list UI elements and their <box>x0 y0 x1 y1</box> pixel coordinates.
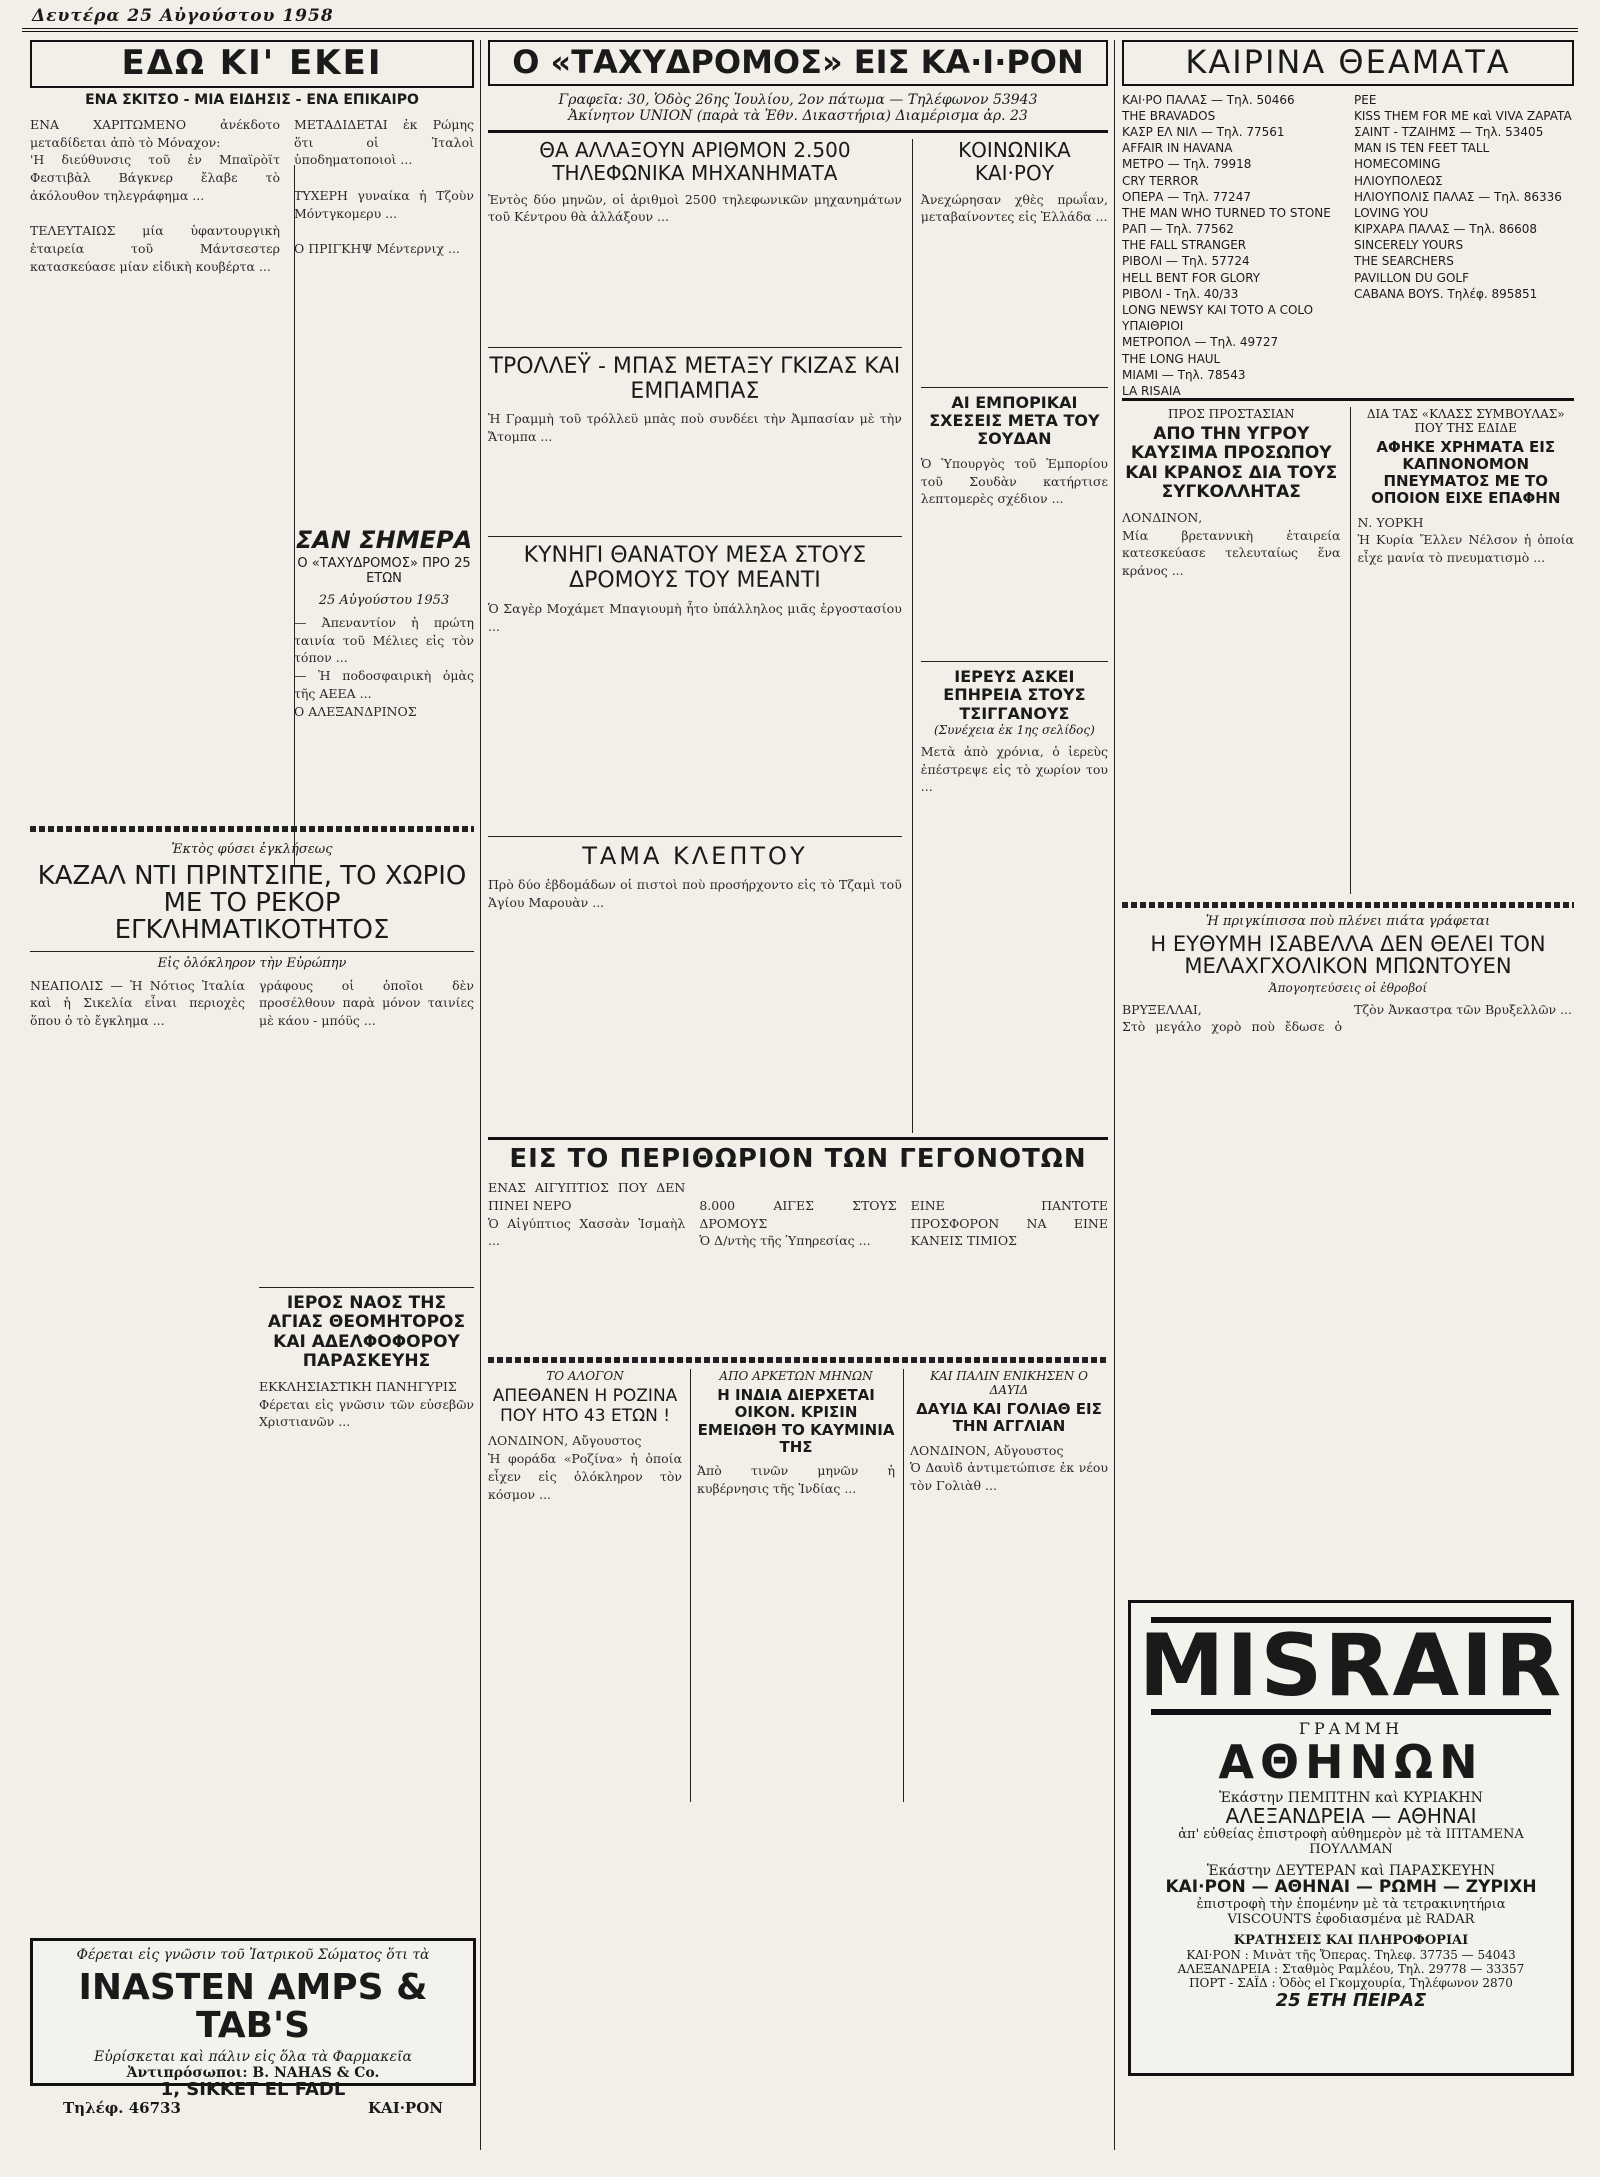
divider <box>488 1357 1108 1363</box>
protection-category: ΠΡΟΣ ΠΡΟΣΤΑΣΙΑΝ <box>1167 406 1295 421</box>
section-title: ΕΔΩ ΚΙ' ΕΚΕΙ <box>121 43 383 83</box>
india-headline: Η ΙΝΔΙΑ ΔΙΕΡΧΕΤΑΙ ΟΙΚΟΝ. ΚΡΙΣΙΝ ΕΜΕΙΩΘΗ ΤΟ ΚΑΥΜΙΝΙΑ ΤΗΣ <box>697 1386 895 1456</box>
india-body: Ἀπὸ τινῶν μηνῶν ἡ κυβέρνησις τῆς Ἰνδίας ... <box>697 1463 899 1496</box>
right-column <box>1122 40 1574 1170</box>
bella-category: Ἡ πριγκίπισσα ποὺ πλένει πιάτα γράφεται <box>1205 913 1491 929</box>
protection-body: ΛΟΝΔΙΝΟΝ, Μία βρεταννικὴ ἑταιρεία κατεσκεύασε τελευταίως ἕνα κράνος ... <box>1122 509 1341 579</box>
office-address-2: Ἀκίνητον UNION (παρὰ τὰ Ἐθν. Δικαστήρια) Διαμέρισμα ἀρ. 23 <box>568 107 1028 124</box>
rozina-body: ΛΟΝΔΙΝΟΝ, Αὔγουστος Ἡ φοράδα «Ροζίνα» ἡ ὁποία εἶχεν εἰς ὁλόκληρον τὸν κόσμον ... <box>488 1433 683 1502</box>
phones-headline: ΘΑ ΑΛΛΑΞΟΥΝ ΑΡΙΘΜΟΝ 2.500 ΤΗΛΕΦΩΝΙΚΑ ΜΗΧΑΝΗΜΑΤΑ <box>539 137 851 185</box>
bella-body: ΒΡΥΞΕΛΛΑΙ, Στὸ μεγάλο χορὸ ποὺ ἔδωσε ὁ Τζὸν Ἀνκαστρα τῶν Βρυξελλῶν ... <box>1122 1001 1573 1035</box>
section-subtitle: ΕΝΑ ΣΚΙΤΣΟ - ΜΙΑ ΕΙΔΗΣΙΣ - ΕΝΑ ΕΠΙΚΑΙΡΟ <box>85 91 419 108</box>
trade-headline: ΑΙ ΕΜΠΟΡΙΚΑΙ ΣΧΕΣΕΙΣ ΜΕΤΑ ΤΟΥ ΣΟΥΔΑΝ <box>929 392 1100 449</box>
ad-address: 1, SIKKET EL FADL <box>160 2078 346 2100</box>
misrair-advertisement <box>1128 1600 1574 2076</box>
office-cairo: ΚΑΙ·ΡΟΝ : Μινὰτ τῆς Ὄπερας. Τηλεφ. 37735 — 54043 <box>1186 1948 1516 1963</box>
office-alexandria: ΑΛΕΞΑΝΔΡΕΙΑ : Σταθμὸς Ραμλέου, Τηλ. 29778 — 33357 <box>1177 1962 1525 1977</box>
column-rule <box>1114 40 1115 2150</box>
events-headline: ΕΙΣ ΤΟ ΠΕΡΙΘΩΡΙΟΝ ΤΩΝ ΓΕΓΟΝΟΤΩΝ <box>509 1143 1087 1174</box>
ad-city: ΚΑΙ·ΡΟΝ <box>368 2099 443 2118</box>
article-body: ΜΕΤΑΔΙΔΕΤΑΙ ἐκ Ρώμης ὅτι οἱ Ἰταλοὶ ὑποδηματοποιοὶ ... ΤΥΧΕΡΗ γυναίκα ἡ Τζοὺν Μόντγκομερυ ... Ο ΠΡΙΓΚΗΨ Μέντερνιχ ... <box>294 116 474 257</box>
airline-city: ΑΘΗΝΩΝ <box>1218 1735 1484 1789</box>
inasten-advertisement <box>30 1938 476 2118</box>
route-2-note: ἐπιστροφὴ τὴν ἑπομένην μὲ τὰ τετρακινητήρια VISCOUNTS ἐφοδιασμένα μὲ RADAR <box>1196 1897 1506 1928</box>
phones-body: Ἐντὸς δύο μηνῶν, οἱ ἀριθμοὶ 2500 τηλεφωνικῶν μηχανημάτων τοῦ Κέντρου θὰ ἀλλάξουν ... <box>488 191 906 225</box>
hunt-headline: ΚΥΝΗΓΙ ΘΑΝΑΤΟΥ ΜΕΣΑ ΣΤΟΥΣ ΔΡΟΜΟΥΣ ΤΟΥ ΜΕΑΝΤΙ <box>523 543 867 594</box>
article-tag: Ἐκτὸς φύσει ἐγκλήσεως <box>171 841 333 857</box>
kazal-headline: ΚΑΖΑΛ ΝΤΙ ΠΡΙΝΤΣΙΠΕ, ΤΟ ΧΩΡΙΟ ΜΕ ΤΟ ΡΕΚΟΡ ΕΓΚΛΗΜΑΤΙΚΟΤΗΤΟΣ <box>37 860 467 946</box>
office-port-said: ΠΟΡΤ - ΣΑΪΔ : Ὁδὸς el Γκομχουρία, Τηλέφωνον 2870 <box>1189 1976 1513 1991</box>
david-category: ΚΑΙ ΠΑΛΙΝ ΕΝΙΚΗΣΕΝ Ο ΔΑΥΙΔ <box>930 1369 1088 1398</box>
airline-line: ΓΡΑΜΜΗ <box>1298 1719 1404 1738</box>
today-title: ΣΑΝ ΣΗΜΕΡΑ <box>295 525 473 554</box>
masthead-bar <box>22 6 1578 32</box>
dream-category: ΔΙΑ ΤΑΣ «ΚΛΑΣΣ ΣΥΜΒΟΥΛΑΣ» ΠΟΥ ΤΗΣ ΕΔΙΔΕ <box>1366 406 1565 435</box>
trolley-headline: ΤΡΟΛΛΕΫ - ΜΠΑΣ ΜΕΤΑΞΥ ΓΚΙΖΑΣ ΚΑΙ ΕΜΠΑΜΠΑΣ <box>489 353 901 404</box>
bella-subhead: Ἀπογοητεύσεις οἱ ἐθροβοί <box>1268 980 1428 995</box>
cinema-header <box>1122 40 1574 86</box>
today-subtitle: Ο «ΤΑΧΥΔΡΟΜΟΣ» ΠΡΟ 25 ΕΤΩΝ <box>297 555 471 586</box>
kazal-body-cont: γράφους οἱ ὁποῖοι δὲν προσέλθουν παρὰ μόνον ταινίες μὲ κάου - μπόϋς ... <box>259 977 478 1029</box>
schedule-2: Ἑκάστην ΔΕΥΤΕΡΑΝ καὶ ΠΑΡΑΣΚΕΥΗΝ <box>1206 1863 1496 1880</box>
tama-body: Πρὸ δύο ἑβδομάδων οἱ πιστοὶ ποὺ προσήρχοντο εἰς τὸ Τζαμὶ τοῦ Ἁγίου Μαρουὰν ... <box>488 877 906 911</box>
david-body: ΛΟΝΔΙΝΟΝ, Αὔγουστος Ὁ Δαυὶδ ἀντιμετώπισε ἐκ νέου τὸν Γολιὰθ ... <box>910 1442 1108 1494</box>
social-headline: ΚΟΙΝΩΝΙΚΑ ΚΑΙ·ΡΟΥ <box>958 137 1071 185</box>
today-text: — Ἀπεναντίον ἡ πρώτη ταινία τοῦ Μέλιες εἰς τὸν τόπον ... — Ἡ ποδοσφαιρικὴ ὁμὰς τῆς ΑΕΕΑ ... Ο ΑΛΕΞΑΝΔΡΙΝΟΣ <box>294 614 474 719</box>
ad-phone: Τηλέφ. 46733 <box>63 2099 181 2118</box>
david-headline: ΔΑΥΙΔ ΚΑΙ ΓΟΛΙΑΘ ΕΙΣ ΤΗΝ ΑΓΓΛΙΑΝ <box>916 1400 1102 1436</box>
left-column <box>30 40 478 2160</box>
edo-ki-ekei-header <box>30 40 474 88</box>
trolley-body: Ἡ Γραμμὴ τοῦ τρόλλεϋ μπὰς ποὺ συνδέει τὴν Ἀμπασίαν μὲ τὴν Ἄτομπα ... <box>488 411 906 444</box>
priest-body: Μετὰ ἀπὸ χρόνια, ὁ ἱερεὺς ἐπέστρεψε εἰς τὸ χωρίον του ... <box>920 743 1112 795</box>
india-category: ΑΠΟ ΑΡΚΕΤΩΝ ΜΗΝΩΝ <box>719 1369 873 1384</box>
kazal-subhead: Εἰς ὁλόκληρον τὴν Εὐρώπην <box>30 951 474 971</box>
dream-body: Ν. ΥΟΡΚΗ Ἡ Κυρία Ἔλλεν Νέλσον ἡ ὁποία εἶχε μανία τὸ πνευματισμὸ ... <box>1357 514 1574 566</box>
priest-continued: (Συνέχεια ἐκ 1ης σελίδος) <box>933 722 1095 737</box>
tama-headline: ΤΑΜΑ ΚΛΕΠΤΟΥ <box>582 841 808 870</box>
office-header <box>488 40 1108 86</box>
church-headline: ΙΕΡΟΣ ΝΑΟΣ ΤΗΣ ΑΓΙΑΣ ΘΕΟΜΗΤΟΡΟΣ ΚΑΙ ΑΔΕΛΦΟΦΟΡΟΥ ΠΑΡΑΣΚΕΥΗΣ <box>259 1287 474 1372</box>
ad-product-name: INASTEN AMPS & TAB'S <box>78 1967 428 2046</box>
issue-date: Δευτέρα 25 Αὐγούστου 1958 <box>32 6 334 26</box>
office-address: Γραφεῖα: 30, Ὁδὸς 26ης Ἰουλίου, 2ον πάτωμα — Τηλέφωνον 53943 <box>558 91 1038 108</box>
rozina-category: ΤΟ ΑΛΟΓΟΝ <box>546 1369 624 1384</box>
cinema-title: ΚΑΙΡΙΝΑ ΘΕΑΜΑΤΑ <box>1185 43 1511 81</box>
events-body: ΕΝΑΣ ΑΙΓΥΠΤΙΟΣ ΠΟΥ ΔΕΝ ΠΙΝΕΙ ΝΕΡΟ Ὁ Αἰγύπτιος Χασσὰν Ἰσμαὴλ ... 8.000 ΑΙΓΕΣ ΣΤΟΥΣ ΔΡΟΜΟΥΣ Ὁ Δ/ντὴς τῆς Ὑπηρεσίας ... ΕΙΝΕ ΠΑΝΤΟΤΕ ΠΡΟΣΦΟΡΟΝ ΝΑ ΕΙΝΕ ΚΑΝΕΙΣ ΤΙΜΙΟΣ <box>488 1180 1108 1249</box>
hunt-body: Ὁ Σαγὲρ Μοχάμετ Μπαγιουμὴ ἦτο ὑπάλληλος μιᾶς ἐργοστασίου ... <box>488 600 906 634</box>
bella-headline: Η ΕΥΘΥΜΗ ΙΣΑΒΕΛΛΑ ΔΕΝ ΘΕΛΕΙ ΤΟΝ ΜΕΛΑΧΓΧΟΛΙΚΟΝ ΜΠΩΝΤΟΥΕΝ <box>1150 931 1546 978</box>
dream-headline: ΑΦΗΚΕ ΧΡΗΜΑΤΑ ΕΙΣ ΚΑΠΝΟΝΟΜΟΝ ΠΝΕΥΜΑΤΟΣ ΜΕ ΤΟ ΟΠΟΙΟΝ ΕΙΧΕ ΕΠΑΦΗΝ <box>1371 437 1561 508</box>
ad-intro: Φέρεται εἰς γνῶσιν τοῦ Ἰατρικοῦ Σώματος ὅτι τὰ <box>76 1947 430 1963</box>
today-date: 25 Αὐγούστου 1953 <box>318 592 450 608</box>
ad-availability: Εὑρίσκεται καὶ πάλιν εἰς ὅλα τὰ Φαρμακεῖα <box>94 2048 412 2065</box>
route-1-note: ἀπ' εὐθείας ἐπιστροφὴ αὐθημερὸν μὲ τὰ ΙΠΤΑΜΕΝΑ ΠΟΥΛΛΜΑΝ <box>1178 1827 1524 1858</box>
route-1: ΑΛΕΞΑΝΔΡΕΙΑ — ΑΘΗΝΑΙ <box>1225 1804 1477 1829</box>
cinema-listings: PEE KISS THEM FOR ME καὶ VIVA ZAPATA ΣΑΙΝΤ - ΤΖΑΙΗΜΣ — Τηλ. 53405 MAN IS TEN FEET TALL HOMECOMING ΗΛΙΟΥΠΟΛΕΩΣ ΗΛΙΟΥΠΟΛΙΣ ΠΑΛΑΣ — Τηλ. 86336 LOVING YOU ΚΙΡΧΑΡΑ ΠΑΛΑΣ — Τηλ. 86608 SINCERELY YOURS THE SEARCHERS PAVILLON DU GOLF CABANA BOYS. Τηλέφ. 895851 <box>1354 92 1572 301</box>
article-body: ΕΝΑ ΧΑΡΙΤΩΜΕΝΟ ἀνέκδοτο μεταδίδεται ἀπὸ τὸ Μόναχον: 'Η διεύθυνσις τοῦ ἐν Μπαϊρὸϊτ Φεστιβὰλ Βάγκνερ ἔλαβε τὸ ἀκόλουθον τηλεγράφημα ... ΤΕΛΕΥΤΑΙΩΣ μία ὑφαντουργικὴ ἑταιρεία τοῦ Μάντσεστερ κατασκεύασε μίαν εἰδικὴ κουβέρτα ... <box>30 116 280 274</box>
social-body: Ἀνεχώρησαν χθὲς πρωΐαν, μεταβαίνοντες εἰς Ἑλλάδα ... <box>920 191 1112 225</box>
protection-headline: ΑΠΟ ΤΗΝ ΥΓΡΟΥ ΚΑΥΣΙΜΑ ΠΡΟΣΩΠΟΥ ΚΑΙ ΚΡΑΝΟΣ ΔΙΑ ΤΟΥΣ ΣΥΓΚΟΛΛΗΤΑΣ <box>1125 423 1338 503</box>
reservations-title: ΚΡΑΤΗΣΕΙΣ ΚΑΙ ΠΛΗΡΟΦΟΡΙΑΙ <box>1233 1933 1469 1949</box>
center-column <box>488 40 1112 2160</box>
experience-years: 25 ΕΤΗ ΠΕΙΡΑΣ <box>1275 1990 1427 2012</box>
church-body: ΕΚΚΛΗΣΙΑΣΤΙΚΗ ΠΑΝΗΓΥΡΙΣ Φέρεται εἰς γνῶσιν τῶν εὐσεβῶν Χριστιανῶν ... <box>259 1378 474 1430</box>
column-rule <box>480 40 481 2150</box>
schedule-1: Ἑκάστην ΠΕΜΠΤΗΝ καὶ ΚΥΡΙΑΚΗΝ <box>1219 1790 1483 1807</box>
ad-agent: Ἀντιπρόσωποι: B. NAHAS & Co. <box>126 2064 380 2081</box>
route-2: ΚΑΙ·ΡΟΝ — ΑΘΗΝΑΙ — ΡΩΜΗ — ΖΥΡΙΧΗ <box>1165 1877 1537 1898</box>
cinema-listings: ΚΑΙ·ΡΟ ΠΑΛΑΣ — Τηλ. 50466 THE BRAVADOS ΚΑΣΡ ΕΛ ΝΙΛ — Τηλ. 77561 AFFAIR IN HAVANA ΜΕΤΡΟ — Τηλ. 79918 CRY TERROR ΟΠΕΡΑ — Τηλ. 77247 THE MAN WHO TURNED TO STONE ΡΑΠ — Τηλ. 77562 THE FALL STRANGER ΡΙΒΟΛΙ — Τηλ. 57724 HELL BENT FOR GLORY ΡΙΒΟΛΙ - Τηλ. 40/33 LONG NEWSY KAI TOTO A COLO ΥΠΑΙΘΡΙΟΙ ΜΕΤΡΟΠΟΛ — Τηλ. 49727 THE LONG HAUL ΜΙΑΜΙ — Τηλ. 78543 LA RISAIA <box>1122 92 1331 398</box>
priest-headline: ΙΕΡΕΥΣ ΑΣΚΕΙ ΕΠΗΡΕΙΑ ΣΤΟΥΣ ΤΣΙΓΓΑΝΟΥΣ <box>943 666 1086 723</box>
rozina-headline: ΑΠΕΘΑΝΕΝ Η ΡΟΖΙΝΑ ΠΟΥ ΗΤΟ 43 ΕΤΩΝ ! <box>492 1386 678 1426</box>
airline-name: MISRAIR <box>1138 1616 1564 1716</box>
newspaper-page <box>22 0 1578 2177</box>
office-title: Ο «ΤΑΧΥΔΡΟΜΟΣ» ΕΙΣ ΚΑ·Ι·ΡΟΝ <box>512 43 1084 81</box>
divider <box>30 826 474 832</box>
trade-body: Ὁ Ὑπουργὸς τοῦ Ἐμπορίου τοῦ Σουδὰν κατήρτισε λεπτομερὲς σχέδιον ... <box>920 455 1112 507</box>
kazal-body: ΝΕΑΠΟΛΙΣ — Ἡ Νότιος Ἰταλία καὶ ἡ Σικελία εἶναι περιοχὲς ὅπου ὁ τὸ ἔγκλημα ... <box>30 977 249 1029</box>
divider <box>1122 902 1574 908</box>
